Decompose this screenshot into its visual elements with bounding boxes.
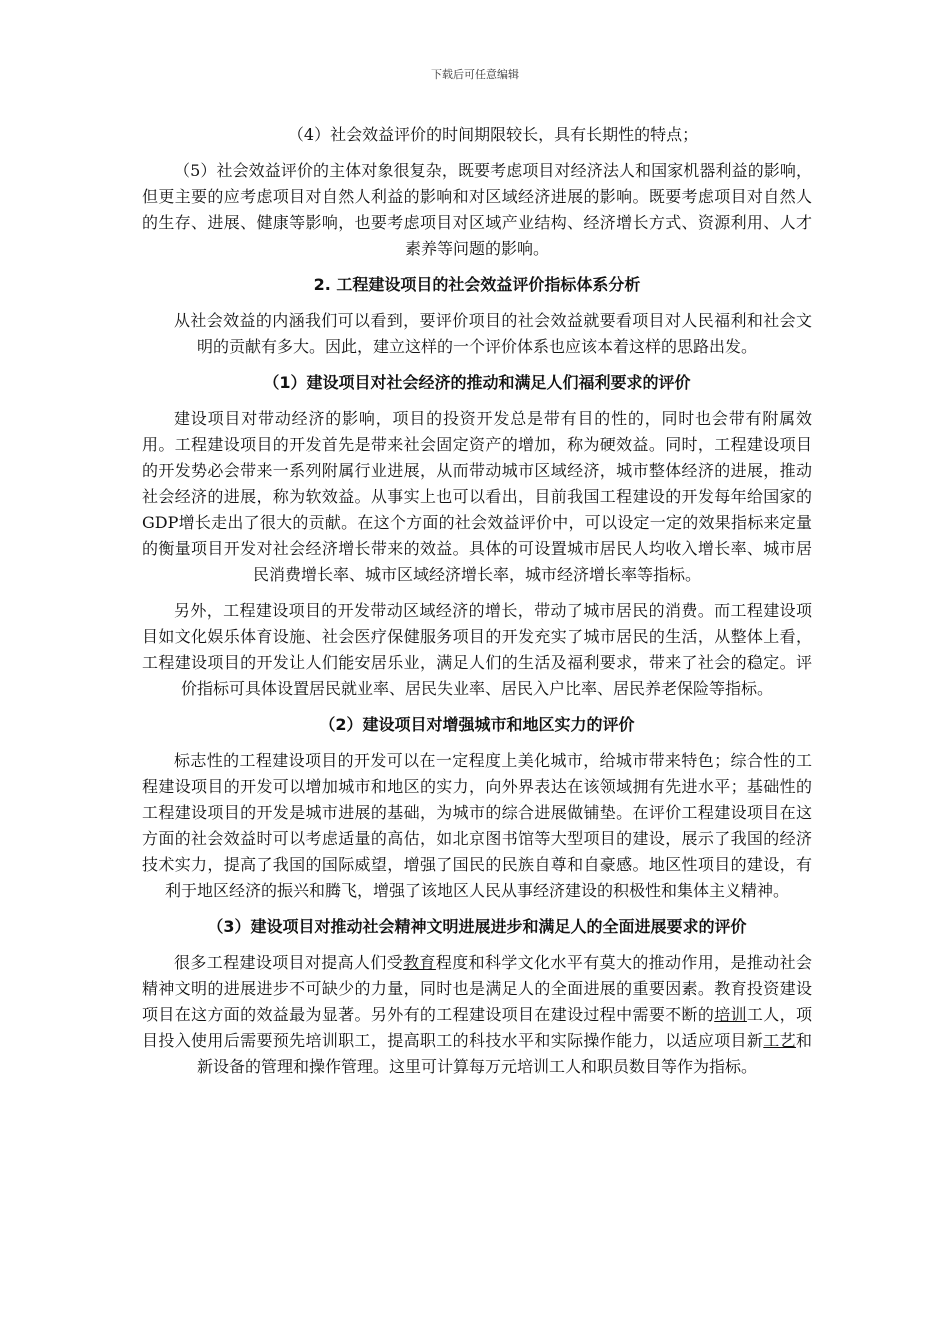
text-span: 和新设备的管理和操作管理。这里可计算每万元培训工人和职员数目等作为指标。 bbox=[196, 1031, 812, 1076]
subsection-2-heading: （2）建设项目对增强城市和地区实力的评价 bbox=[319, 715, 635, 734]
subsection-2-paragraph: 标志性的工程建设项目的开发可以在一定程度上美化城市，给城市带来特色；综合性的工程建设项目的开发可以增加城市和地区的实力，向外界表达在该领域拥有先进水平；基础性的工程建设项目的开发是城市进展的基础，为城市的综合进展做铺垫。在评价工程建设项目在这方面的社会效益时可以考虑适量的高估，如北京图书馆等大型项目的建设，展示了我国的经济技术实力，提高了我国的国际威望，增强了国民的民族自尊和自豪感。地区性项目的建设，有利于地区经济的振兴和腾飞，增强了该地区人民从事经济建设的积极性和集体主义精神。 bbox=[142, 751, 812, 900]
subsection-1-heading: （1）建设项目对社会经济的推动和满足人们福利要求的评价 bbox=[263, 373, 691, 392]
section-2-heading: 2. 工程建设项目的社会效益评价指标体系分析 bbox=[313, 275, 641, 294]
text-span: 程度和科学文化水平有莫大的推动作用，是推动社会精神文明的进展进步不可缺少的力量，同时也是满足人的全面进展的重要因素。教育投资建设项目在这方面的效益最为显著。另外有的工程建设项目在建设过程中需要不断的 bbox=[142, 953, 812, 1024]
education-link[interactable]: 教育 bbox=[403, 953, 436, 972]
subsection-3-paragraph bbox=[142, 950, 812, 1080]
section-2-intro: 从社会效益的内涵我们可以看到，要评价项目的社会效益就要看项目对人民福利和社会文明的贡献有多大。因此，建立这样的一个评价体系也应该本着这样的思路出发。 bbox=[174, 311, 812, 356]
text-span: 工人，项目投入使用后需要预先培训职工，提高职工的科技水平和实际操作能力，以适应项目新 bbox=[142, 1005, 812, 1050]
subsection-1-paragraph-1: 建设项目对带动经济的影响，项目的投资开发总是带有目的性的，同时也会带有附属效用。工程建设项目的开发首先是带来社会固定资产的增加，称为硬效益。同时，工程建设项目的开发势必会带来一系列附属行业进展，从而带动城市区域经济，城市整体经济的进展，推动社会经济的进展，称为软效益。从事实上也可以看出，目前我国工程建设的开发每年给国家的GDP增长走出了很大的贡献。在这个方面的社会效益评价中，可以设定一定的效果指标来定量的衡量项目开发对社会经济增长带来的效益。具体的可设置城市居民人均收入增长率、城市居民消费增长率、城市区域经济增长率，城市经济增长率等指标。 bbox=[142, 409, 812, 584]
page-header: 下载后可任意编辑 bbox=[431, 68, 519, 81]
text-span: 很多工程建设项目对提高人们受 bbox=[174, 953, 404, 972]
process-link[interactable]: 工艺 bbox=[763, 1031, 796, 1050]
subsection-1-paragraph-2: 另外，工程建设项目的开发带动区域经济的增长，带动了城市居民的消费。而工程建设项目如文化娱乐体育设施、社会医疗保健服务项目的开发充实了城市居民的生活，从整体上看，工程建设项目的开发让人们能安居乐业，满足人们的生活及福利要求，带来了社会的稳定。评价指标可具体设置居民就业率、居民失业率、居民入户比率、居民养老保险等指标。 bbox=[142, 601, 812, 698]
subsection-3-heading: （3）建设项目对推动社会精神文明进展进步和满足人的全面进展要求的评价 bbox=[207, 917, 747, 936]
item-4-paragraph: （4）社会效益评价的时间期限较长，具有长期性的特点； bbox=[287, 125, 699, 144]
document-body bbox=[142, 122, 812, 1090]
training-link[interactable]: 培训 bbox=[714, 1005, 747, 1024]
item-5-paragraph: （5）社会效益评价的主体对象很复杂，既要考虑项目对经济法人和国家机器利益的影响，但更主要的应考虑项目对自然人利益的影响和对区域经济进展的影响。既要考虑项目对自然人的生存、进展、健康等影响，也要考虑项目对区域产业结构、经济增长方式、资源利用、人才素养等问题的影响。 bbox=[142, 161, 812, 258]
